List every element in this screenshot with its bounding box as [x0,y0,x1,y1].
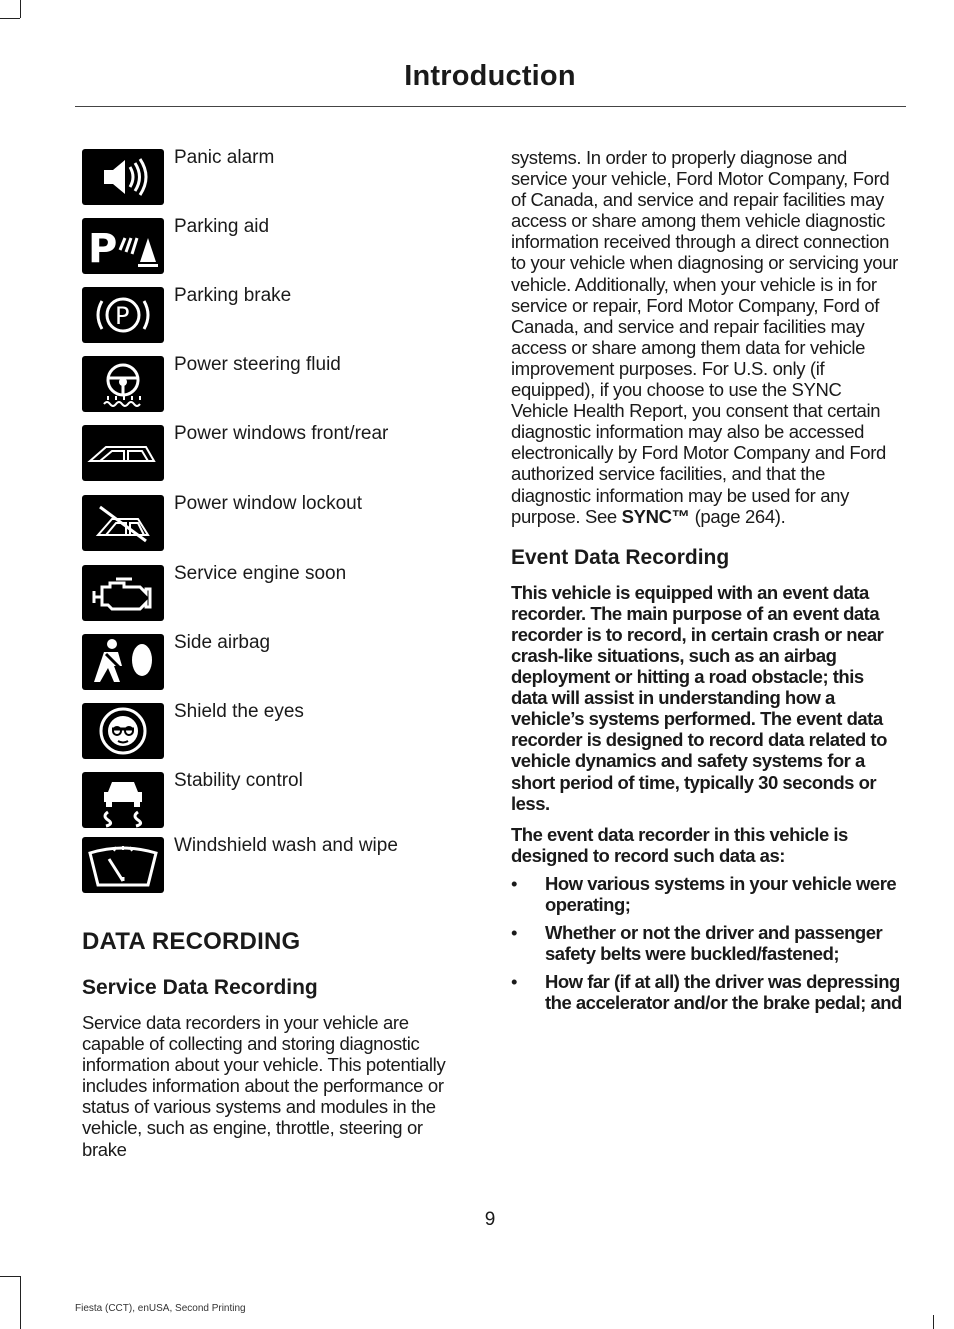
symbol-power-steering-fluid [82,356,472,416]
parking-brake-icon [82,287,164,343]
subsection-heading: Event Data Recording [511,545,730,569]
crop-mark [0,18,20,19]
symbol-label: Side airbag [174,632,271,653]
list-item: • Whether or not the driver and passenger safety belts were buckled/fastened; [511,922,883,965]
symbol-windshield-wiper [82,837,472,897]
symbol-parking-aid [82,218,472,278]
engine-icon [82,565,164,621]
symbol-label: Power window lockout [174,493,362,514]
left-column [82,927,472,1160]
event-paragraph: The event data recorder in this vehicle is designed to record such data as: [511,823,848,866]
subsection-heading: Service Data Recording [82,976,318,999]
window-lockout-icon [82,495,164,551]
crop-mark [933,1315,934,1329]
symbol-label: Parking aid [174,216,270,237]
windshield-wiper-icon [82,837,164,893]
bullet-list [511,873,903,1014]
footer-text: Fiesta (CCT), enUSA, Second Printing [75,1303,246,1314]
symbol-label: Stability control [174,770,303,791]
symbol-label: Panic alarm [174,147,275,168]
symbol-panic-alarm [82,149,472,209]
symbol-shield-eyes [82,703,472,763]
side-airbag-icon [82,634,164,690]
symbol-stability-control [82,772,472,832]
symbol-label: Shield the eyes [174,701,304,722]
page-number: 9 [484,1209,496,1230]
symbol-power-windows [82,425,472,485]
sync-reference: SYNC™ [621,505,690,527]
speaker-icon [82,149,164,205]
symbol-label: Power windows front/rear [174,423,389,444]
continued-paragraph: systems. In order to properly diagnose and service your vehicle, Ford Motor Company, Ford of Canada, and service and repair facilities may access or share among them vehicle diagnostic information received through a direct connection to your vehicle when diagnosing or servicing your vehicle. Additionally, when your vehicle is in for service or repair, Ford Motor Company, Ford of Canada, and service and repair facilities may access or share among them data for vehicle improvement purposes. For U.S. only (if equipped), if you choose to use the SYNC Vehicle Health Report, you consent that certain diagnostic information may also be accessed electronically by Ford Motor Company and Ford authorized service facilities, and that the diagnostic information may be used for any purpose. See SYNC™ (page 264). [511,147,898,527]
parking-aid-icon [82,218,164,274]
svg-text:P: P [88,226,118,272]
list-item: • How far (if at all) the driver was depressing the accelerator and/or the brake pedal; and [511,971,902,1014]
symbol-parking-brake [82,287,472,347]
list-item: • How various systems in your vehicle were operating; [511,872,897,915]
goggles-icon [82,703,164,759]
crop-mark [20,0,21,18]
event-paragraph: This vehicle is equipped with an event data recorder. The main purpose of an event data recorder is to record, in certain crash or near crash-like situations, such as an airbag deployment or hitting a road obstacle; this data will assist in understanding how a vehicle’s systems performed. The event data recorder is designed to record data related to vehicle dynamics and safety systems for a short period of time, typically 30 seconds or less. [511,581,887,814]
symbol-label: Service engine soon [174,563,347,584]
page-title: Introduction [404,60,576,92]
crop-mark [0,1276,20,1277]
symbol-window-lockout [82,495,472,555]
crop-mark [20,1276,21,1329]
power-windows-icon [82,425,164,481]
symbol-label: Windshield wash and wipe [174,835,398,856]
service-paragraph: Service data recorders in your vehicle are capable of collecting and storing diagnostic information about your vehicle. This potentially includes information about the performance or status of various systems and modules in the vehicle, such as engine, throttle, steering or brake [82,1012,446,1160]
svg-text:P: P [115,302,130,330]
stability-control-icon [82,772,164,828]
symbol-service-engine [82,565,472,625]
symbol-side-airbag [82,634,472,694]
section-heading: DATA RECORDING [82,928,301,955]
symbol-label: Parking brake [174,285,292,306]
header-rule [75,106,906,107]
right-column [511,147,903,1020]
steering-wheel-icon [82,356,164,412]
symbol-label: Power steering fluid [174,354,341,375]
